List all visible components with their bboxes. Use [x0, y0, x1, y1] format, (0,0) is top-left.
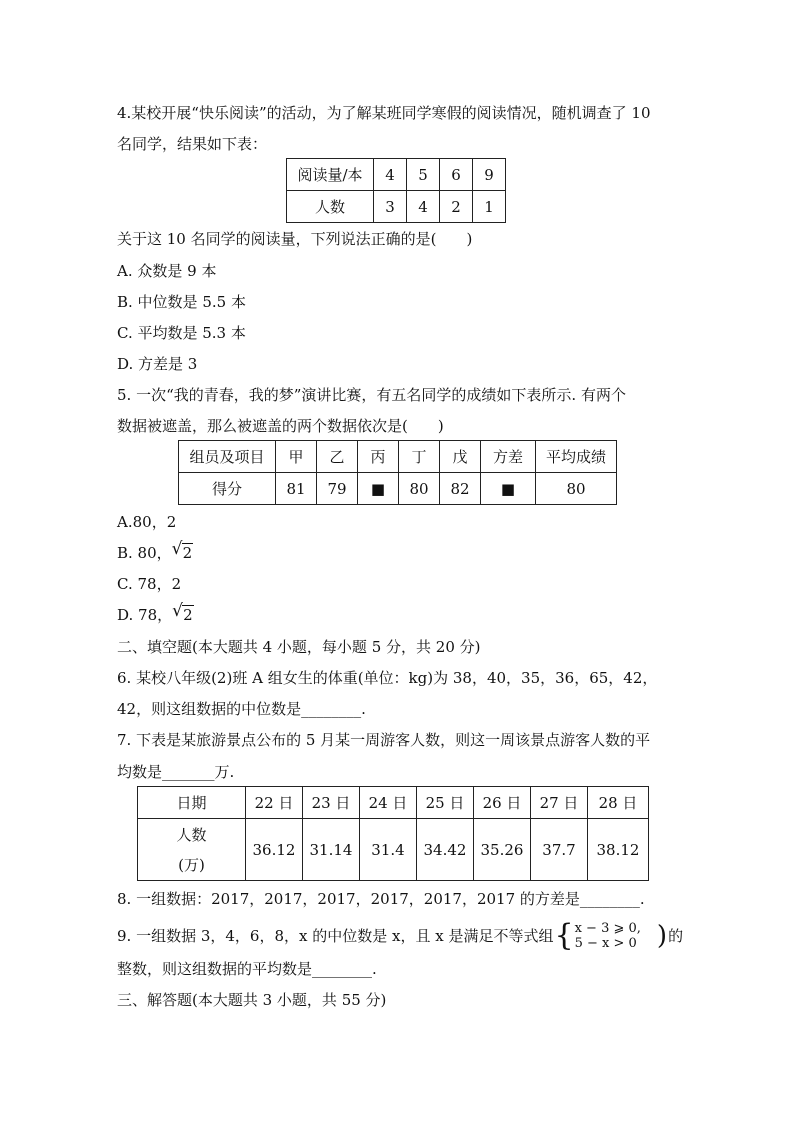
table-cell: 26 日 — [474, 787, 531, 819]
table-cell: 80 — [399, 473, 440, 505]
table-cell: 1 — [473, 191, 506, 223]
table-cell: 4 — [374, 159, 407, 191]
inequality-1: x − 3 ⩾ 0, — [574, 921, 641, 936]
table-cell: 36.12 — [246, 819, 303, 881]
table-cell: 得分 — [179, 473, 276, 505]
table-cell — [138, 819, 246, 881]
table-cell: 22 日 — [246, 787, 303, 819]
q7-line1: 7. 下表是某旅游景点公布的 5 月某一周游客人数，则这一周该景点游客人数的平 — [117, 731, 651, 749]
table-cell: 23 日 — [303, 787, 360, 819]
table-cell: 4 — [407, 191, 440, 223]
q8: 8. 一组数据：2017，2017，2017，2017，2017，2017 的方差是________. — [117, 890, 645, 908]
table-cell: 31.14 — [303, 819, 360, 881]
table-cell: 9 — [473, 159, 506, 191]
unit-label: (万) — [178, 855, 205, 874]
q5-score-table — [178, 440, 617, 505]
people-label: 人数 — [176, 825, 207, 844]
table-cell: 甲 — [276, 441, 317, 473]
radicand: 2 — [183, 606, 193, 624]
table-cell: 戊 — [440, 441, 481, 473]
table-cell: 乙 — [317, 441, 358, 473]
q4-line2: 名同学，结果如下表： — [117, 135, 268, 153]
table-cell: 丙 — [358, 441, 399, 473]
radicand: 2 — [182, 544, 193, 562]
table-cell: 79 — [317, 473, 358, 505]
q9-prefix: 9. 一组数据 3，4，6，8，x 的中位数是 x，且 x 是满足不等式组 — [117, 927, 554, 945]
q5-line1: 5. 一次“我的青春，我的梦”演讲比赛，有五名同学的成绩如下表所示. 有两个 — [117, 386, 626, 404]
q9-line2: 整数，则这组数据的平均数是________. — [117, 960, 377, 978]
q4-option-a: A. 众数是 9 本 — [117, 262, 217, 280]
sqrt-symbol: √ 2 — [172, 601, 193, 624]
q7-visitor-table — [137, 786, 649, 881]
table-cell: 27 日 — [531, 787, 588, 819]
table-cell: 方差 — [481, 441, 536, 473]
q5-option-b-text: B. 80， — [117, 544, 172, 562]
table-cell: 3 — [374, 191, 407, 223]
section-2-heading: 二、填空题(本大题共 4 小题，每小题 5 分，共 20 分) — [117, 638, 481, 656]
sqrt-symbol: √ 2 — [171, 539, 193, 562]
table-cell: 5 — [407, 159, 440, 191]
q5-option-d — [117, 601, 194, 625]
q4-option-c: C. 平均数是 5.3 本 — [117, 324, 246, 342]
table-cell: 人数 — [287, 191, 374, 223]
table-cell: 80 — [536, 473, 617, 505]
q4-option-b: B. 中位数是 5.5 本 — [117, 293, 246, 311]
q6-line2: 42，则这组数据的中位数是________. — [117, 700, 366, 718]
table-cell: 日期 — [138, 787, 246, 819]
table-cell: 丁 — [399, 441, 440, 473]
table-cell: 6 — [440, 159, 473, 191]
q7-line2: 均数是_______万. — [117, 763, 235, 781]
table-cell: 31.4 — [360, 819, 417, 881]
q6-line1: 6. 某校八年级(2)班 A 组女生的体重(单位：kg)为 38，40，35，36，65，42， — [117, 669, 658, 687]
table-cell: ■ — [358, 473, 399, 505]
table-cell: 25 日 — [417, 787, 474, 819]
table-cell: 阅读量/本 — [287, 159, 374, 191]
table-cell: 34.42 — [417, 819, 474, 881]
table-cell: 组员及项目 — [179, 441, 276, 473]
left-brace: { — [554, 918, 574, 953]
q4-option-d: D. 方差是 3 — [117, 355, 198, 373]
q4-reading-table — [286, 158, 506, 223]
section-3-heading: 三、解答题(本大题共 3 小题，共 55 分) — [117, 991, 387, 1009]
q5-option-c: C. 78，2 — [117, 575, 182, 593]
q4-line1: 4.某校开展“快乐阅读”的活动，为了解某班同学寒假的阅读情况，随机调查了 10 — [117, 104, 651, 122]
q9-line1 — [117, 918, 683, 953]
inequality-2: 5 − x > 0 — [574, 936, 637, 951]
table-cell: 35.26 — [474, 819, 531, 881]
table-cell: 37.7 — [531, 819, 588, 881]
table-cell: 平均成绩 — [536, 441, 617, 473]
inequality-system — [575, 921, 641, 951]
table-cell: 2 — [440, 191, 473, 223]
q5-option-a: A.80，2 — [117, 513, 177, 531]
q5-option-b — [117, 539, 193, 563]
table-cell: 28 日 — [588, 787, 649, 819]
q4-question: 关于这 10 名同学的阅读量，下列说法正确的是( ) — [117, 230, 473, 248]
q5-option-d-text: D. 78， — [117, 606, 173, 624]
table-cell: 38.12 — [588, 819, 649, 881]
table-cell: 82 — [440, 473, 481, 505]
table-cell: ■ — [481, 473, 536, 505]
table-cell: 24 日 — [360, 787, 417, 819]
q9-suffix: 的 — [668, 927, 684, 945]
right-paren: ) — [656, 921, 668, 951]
q5-line2: 数据被遮盖，那么被遮盖的两个数据依次是( ) — [117, 417, 444, 435]
table-cell: 81 — [276, 473, 317, 505]
